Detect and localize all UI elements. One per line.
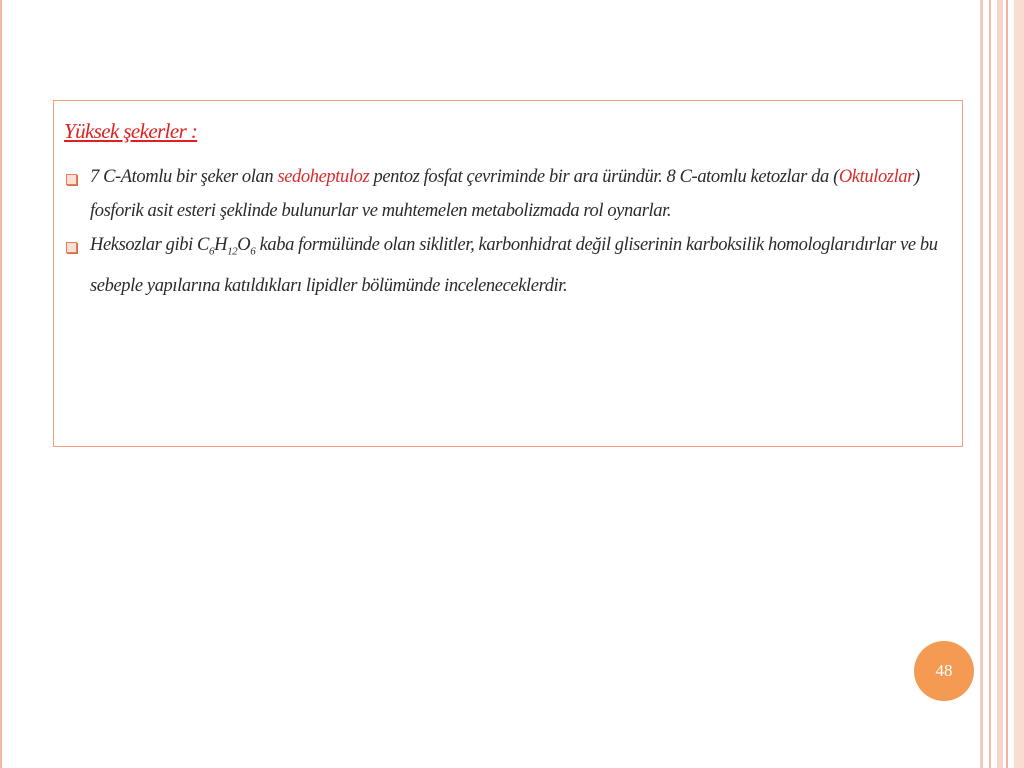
bullet1-text-b: pentoz fosfat çevriminde bir ara üründür. 8 C-atomlu ketozlar da ( xyxy=(369,167,839,187)
term-oktulozlar: Oktulozlar xyxy=(838,167,914,187)
formula-h: H xyxy=(214,235,228,255)
formula-sub-h: 12 xyxy=(227,245,238,258)
bullet-text-1 xyxy=(90,160,948,228)
slide-frame-stripes xyxy=(980,0,1024,768)
formula-sub-c: 6 xyxy=(209,245,215,258)
bullet2-text-a: Heksozlar gibi C xyxy=(90,235,209,255)
page-number-badge: 48 xyxy=(914,641,974,701)
bullet-text-2 xyxy=(90,228,948,303)
frame-stripe xyxy=(980,0,983,768)
term-sedoheptuloz: sedoheptuloz xyxy=(277,167,370,187)
bullet-item-1 xyxy=(64,166,948,228)
slide-heading: Yüksek şekerler : xyxy=(64,119,198,143)
bullet-square-icon xyxy=(64,166,90,189)
bullet1-text-c: ) fosforik asit esteri şeklinde bulunurlar ve muhtemelen metabolizmada rol oynarlar. xyxy=(90,167,920,221)
content-box xyxy=(53,100,963,447)
bullet1-text-a: 7 C-Atomlu bir şeker olan xyxy=(90,167,278,187)
slide-frame-left xyxy=(0,0,10,768)
bullet2-text-b: kaba formülünde olan siklitler, karbonhidrat değil gliserinin karboksilik homologlarıdırlar ve bu sebeple yapılarına katıldıkları lipidler bölümünde inceleneceklerdir. xyxy=(90,235,938,296)
formula-sub-o: 6 xyxy=(250,245,256,258)
bullet-square-icon xyxy=(64,234,90,257)
formula-o: O xyxy=(237,235,251,255)
frame-stripe xyxy=(997,0,1003,768)
bullet-item-2 xyxy=(64,234,948,303)
frame-stripe xyxy=(989,0,991,768)
frame-stripe xyxy=(1006,0,1009,768)
frame-stripe xyxy=(1014,0,1024,768)
